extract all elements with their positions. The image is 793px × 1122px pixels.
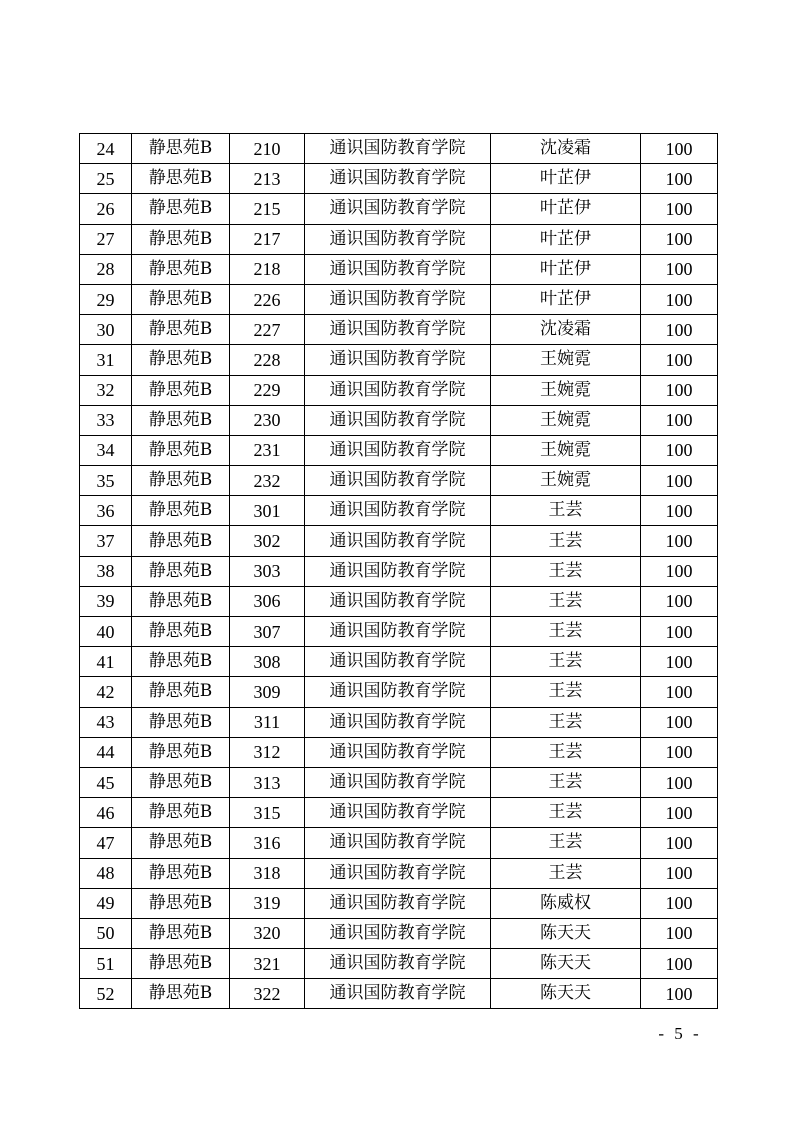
score-cell: 100 [641,164,718,194]
table-row [80,586,718,616]
building-cell: 静思苑B [132,315,230,345]
table-row [80,828,718,858]
building-cell: 静思苑B [132,888,230,918]
inspector-name-cell: 王芸 [491,707,641,737]
score-cell: 100 [641,586,718,616]
building-cell: 静思苑B [132,345,230,375]
room-number-cell: 318 [230,858,305,888]
score-cell: 100 [641,496,718,526]
building-cell: 静思苑B [132,556,230,586]
row-number-cell: 31 [80,345,132,375]
inspector-name-cell: 王芸 [491,496,641,526]
room-number-cell: 320 [230,918,305,948]
inspector-name-cell: 王芸 [491,526,641,556]
inspector-name-cell: 王婉霓 [491,435,641,465]
table-row [80,315,718,345]
inspector-name-cell: 王芸 [491,647,641,677]
score-cell: 100 [641,798,718,828]
room-number-cell: 231 [230,435,305,465]
score-cell: 100 [641,315,718,345]
building-cell: 静思苑B [132,918,230,948]
score-cell: 100 [641,526,718,556]
inspector-name-cell: 叶芷伊 [491,254,641,284]
building-cell: 静思苑B [132,707,230,737]
row-number-cell: 44 [80,737,132,767]
room-number-cell: 301 [230,496,305,526]
row-number-cell: 48 [80,858,132,888]
score-cell: 100 [641,466,718,496]
row-number-cell: 40 [80,617,132,647]
room-number-cell: 306 [230,586,305,616]
room-number-cell: 321 [230,949,305,979]
inspector-name-cell: 沈凌霜 [491,315,641,345]
table-row [80,435,718,465]
building-cell: 静思苑B [132,375,230,405]
inspector-name-cell: 叶芷伊 [491,194,641,224]
table-row [80,134,718,164]
table-row [80,526,718,556]
table-row [80,345,718,375]
building-cell: 静思苑B [132,224,230,254]
building-cell: 静思苑B [132,798,230,828]
page-number: - 5 - [658,1024,702,1043]
building-cell: 静思苑B [132,979,230,1009]
score-cell: 100 [641,435,718,465]
score-cell: 100 [641,224,718,254]
score-cell: 100 [641,284,718,314]
inspector-name-cell: 王婉霓 [491,466,641,496]
room-number-cell: 213 [230,164,305,194]
building-cell: 静思苑B [132,435,230,465]
score-cell: 100 [641,767,718,797]
inspector-name-cell: 王芸 [491,828,641,858]
score-cell: 100 [641,375,718,405]
inspector-name-cell: 陈天天 [491,918,641,948]
row-number-cell: 38 [80,556,132,586]
row-number-cell: 28 [80,254,132,284]
inspector-name-cell: 王芸 [491,617,641,647]
room-number-cell: 210 [230,134,305,164]
inspector-name-cell: 沈凌霜 [491,134,641,164]
room-number-cell: 215 [230,194,305,224]
college-cell: 通识国防教育学院 [305,949,491,979]
score-cell: 100 [641,617,718,647]
row-number-cell: 45 [80,767,132,797]
college-cell: 通识国防教育学院 [305,254,491,284]
table-row [80,556,718,586]
college-cell: 通识国防教育学院 [305,979,491,1009]
row-number-cell: 47 [80,828,132,858]
row-number-cell: 29 [80,284,132,314]
room-number-cell: 228 [230,345,305,375]
score-cell: 100 [641,254,718,284]
inspector-name-cell: 王芸 [491,586,641,616]
building-cell: 静思苑B [132,677,230,707]
college-cell: 通识国防教育学院 [305,677,491,707]
room-number-cell: 226 [230,284,305,314]
building-cell: 静思苑B [132,134,230,164]
row-number-cell: 41 [80,647,132,677]
score-cell: 100 [641,858,718,888]
inspector-name-cell: 王婉霓 [491,345,641,375]
table-row [80,496,718,526]
row-number-cell: 33 [80,405,132,435]
college-cell: 通识国防教育学院 [305,888,491,918]
college-cell: 通识国防教育学院 [305,858,491,888]
table-row [80,707,718,737]
score-cell: 100 [641,737,718,767]
college-cell: 通识国防教育学院 [305,737,491,767]
building-cell: 静思苑B [132,647,230,677]
table-row [80,466,718,496]
inspector-name-cell: 叶芷伊 [491,224,641,254]
college-cell: 通识国防教育学院 [305,224,491,254]
college-cell: 通识国防教育学院 [305,526,491,556]
building-cell: 静思苑B [132,737,230,767]
inspector-name-cell: 王芸 [491,767,641,797]
room-number-cell: 307 [230,617,305,647]
inspector-name-cell: 陈天天 [491,979,641,1009]
room-number-cell: 308 [230,647,305,677]
inspector-name-cell: 王芸 [491,858,641,888]
building-cell: 静思苑B [132,254,230,284]
inspector-name-cell: 王芸 [491,556,641,586]
row-number-cell: 52 [80,979,132,1009]
inspector-name-cell: 王婉霓 [491,375,641,405]
college-cell: 通识国防教育学院 [305,405,491,435]
building-cell: 静思苑B [132,858,230,888]
score-cell: 100 [641,888,718,918]
building-cell: 静思苑B [132,949,230,979]
inspector-name-cell: 陈天天 [491,949,641,979]
score-cell: 100 [641,979,718,1009]
room-number-cell: 218 [230,254,305,284]
score-cell: 100 [641,828,718,858]
college-cell: 通识国防教育学院 [305,496,491,526]
college-cell: 通识国防教育学院 [305,707,491,737]
table-row [80,737,718,767]
room-number-cell: 229 [230,375,305,405]
room-number-cell: 315 [230,798,305,828]
college-cell: 通识国防教育学院 [305,345,491,375]
college-cell: 通识国防教育学院 [305,918,491,948]
table-body [80,134,718,1009]
score-cell: 100 [641,707,718,737]
table-row [80,949,718,979]
score-cell: 100 [641,345,718,375]
college-cell: 通识国防教育学院 [305,435,491,465]
inspector-name-cell: 陈威权 [491,888,641,918]
row-number-cell: 35 [80,466,132,496]
row-number-cell: 34 [80,435,132,465]
row-number-cell: 46 [80,798,132,828]
college-cell: 通识国防教育学院 [305,828,491,858]
room-number-cell: 309 [230,677,305,707]
college-cell: 通识国防教育学院 [305,315,491,345]
row-number-cell: 36 [80,496,132,526]
college-cell: 通识国防教育学院 [305,134,491,164]
inspector-name-cell: 王芸 [491,737,641,767]
building-cell: 静思苑B [132,496,230,526]
college-cell: 通识国防教育学院 [305,617,491,647]
table-row [80,405,718,435]
room-number-cell: 303 [230,556,305,586]
college-cell: 通识国防教育学院 [305,647,491,677]
room-number-cell: 227 [230,315,305,345]
building-cell: 静思苑B [132,586,230,616]
college-cell: 通识国防教育学院 [305,798,491,828]
row-number-cell: 42 [80,677,132,707]
building-cell: 静思苑B [132,828,230,858]
table-row [80,677,718,707]
building-cell: 静思苑B [132,284,230,314]
table-row [80,284,718,314]
row-number-cell: 30 [80,315,132,345]
building-cell: 静思苑B [132,526,230,556]
table-row [80,164,718,194]
table-row [80,224,718,254]
building-cell: 静思苑B [132,617,230,647]
dormitory-score-table [79,133,718,1009]
score-cell: 100 [641,556,718,586]
score-cell: 100 [641,134,718,164]
score-cell: 100 [641,405,718,435]
room-number-cell: 311 [230,707,305,737]
building-cell: 静思苑B [132,405,230,435]
row-number-cell: 39 [80,586,132,616]
building-cell: 静思苑B [132,466,230,496]
room-number-cell: 312 [230,737,305,767]
table-row [80,798,718,828]
college-cell: 通识国防教育学院 [305,375,491,405]
table-row [80,254,718,284]
room-number-cell: 316 [230,828,305,858]
inspector-name-cell: 叶芷伊 [491,284,641,314]
room-number-cell: 230 [230,405,305,435]
row-number-cell: 51 [80,949,132,979]
table-row [80,617,718,647]
score-cell: 100 [641,677,718,707]
table-row [80,979,718,1009]
room-number-cell: 217 [230,224,305,254]
table-row [80,888,718,918]
score-cell: 100 [641,949,718,979]
college-cell: 通识国防教育学院 [305,194,491,224]
inspector-name-cell: 叶芷伊 [491,164,641,194]
row-number-cell: 24 [80,134,132,164]
table-row [80,918,718,948]
college-cell: 通识国防教育学院 [305,164,491,194]
table-row [80,194,718,224]
room-number-cell: 313 [230,767,305,797]
score-cell: 100 [641,918,718,948]
inspector-name-cell: 王婉霓 [491,405,641,435]
row-number-cell: 37 [80,526,132,556]
table-row [80,858,718,888]
room-number-cell: 322 [230,979,305,1009]
row-number-cell: 25 [80,164,132,194]
row-number-cell: 50 [80,918,132,948]
college-cell: 通识国防教育学院 [305,767,491,797]
building-cell: 静思苑B [132,767,230,797]
college-cell: 通识国防教育学院 [305,284,491,314]
row-number-cell: 27 [80,224,132,254]
room-number-cell: 232 [230,466,305,496]
table-row [80,375,718,405]
college-cell: 通识国防教育学院 [305,586,491,616]
room-number-cell: 319 [230,888,305,918]
inspector-name-cell: 王芸 [491,798,641,828]
building-cell: 静思苑B [132,194,230,224]
table-row [80,767,718,797]
row-number-cell: 43 [80,707,132,737]
room-number-cell: 302 [230,526,305,556]
score-cell: 100 [641,194,718,224]
row-number-cell: 26 [80,194,132,224]
building-cell: 静思苑B [132,164,230,194]
score-cell: 100 [641,647,718,677]
college-cell: 通识国防教育学院 [305,556,491,586]
table-row [80,647,718,677]
college-cell: 通识国防教育学院 [305,466,491,496]
inspector-name-cell: 王芸 [491,677,641,707]
row-number-cell: 32 [80,375,132,405]
row-number-cell: 49 [80,888,132,918]
